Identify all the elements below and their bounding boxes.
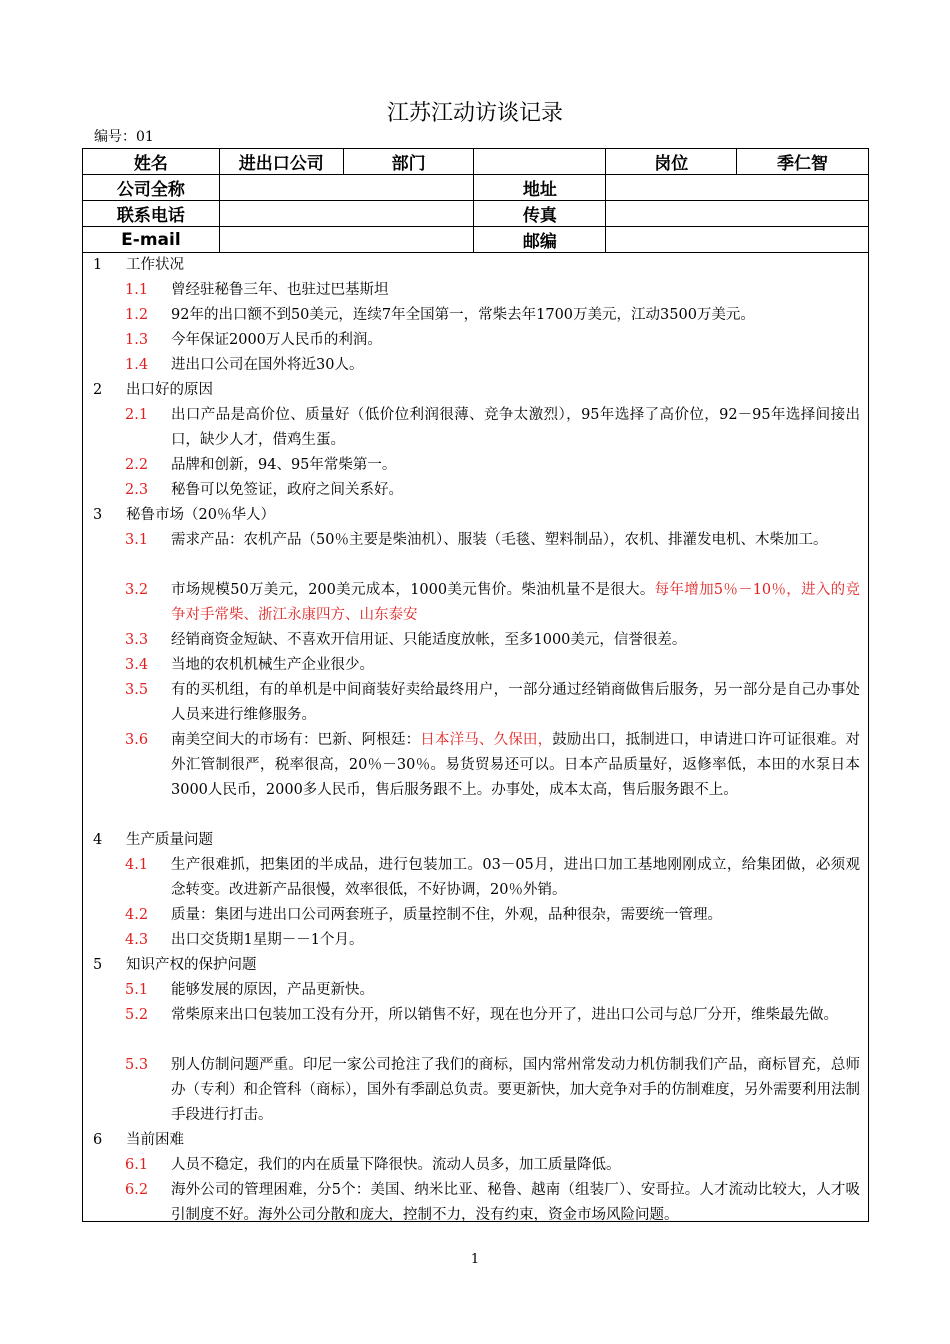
label-fax: 传真 (474, 201, 606, 227)
list-item: 6.1 人员不稳定，我们的内在质量下降很快。流动人员多，加工质量降低。 (125, 1157, 621, 1173)
value-address (606, 175, 869, 201)
document-title: 江苏江动访谈记录 (386, 101, 563, 126)
interview-content (82, 251, 869, 1222)
label-address: 地址 (474, 175, 606, 201)
section-heading: 6 当前困难 (93, 1132, 184, 1148)
label-position: 岗位 (606, 149, 737, 175)
list-item: 2.3 秘鲁可以免签证，政府之间关系好。 (125, 482, 403, 498)
value-company-full-name (219, 175, 474, 201)
info-table (82, 148, 869, 253)
list-item: 1.3 今年保证2000万人民币的利润。 (125, 332, 382, 348)
label-phone: 联系电话 (83, 201, 220, 227)
list-item: 3.3 经销商资金短缺、不喜欢开信用证、只能适度放帐，至多1000美元，信誉很差。 (125, 632, 687, 648)
list-item: 6.2 海外公司的管理困难，分5个：美国、纳米比亚、秘鲁、越南（组装厂）、安哥拉。人才流动比较大，人才吸引制度不好。海外公司分散和庞大，控制不力，没有约束，资金市场风险问题。 (125, 1182, 860, 1223)
list-item: 4.1 生产很难抓，把集团的半成品，进行包装加工。03－05月，进出口加工基地刚刚成立，给集团做，必须观念转变。改进新产品很慢，效率很低，不好协调，20％外销。 (125, 857, 860, 898)
info-row-email (83, 227, 869, 253)
section-heading: 1 工作状况 (93, 257, 184, 273)
section-heading: 3 秘鲁市场（20％华人） (93, 507, 275, 523)
value-position: 季仁智 (737, 149, 869, 175)
label-email: E-mail (83, 227, 220, 253)
page-number: 1 (470, 1252, 480, 1267)
list-item: 4.3 出口交货期1星期－－1个月。 (125, 932, 364, 948)
info-row-name (83, 149, 869, 175)
list-item: 1.4 进出口公司在国外将近30人。 (125, 357, 364, 373)
list-item: 1.2 92年的出口额不到50美元，连续7年全国第一，常柴去年1700万美元，江动3500万美元。 (125, 307, 755, 323)
value-department (474, 149, 606, 175)
list-item: 2.1 出口产品是高价位、质量好（低价位利润很薄、竞争太激烈），95年选择了高价位，92－95年选择间接出口，缺少人才，借鸡生蛋。 (125, 407, 860, 448)
value-postcode (606, 227, 869, 253)
info-row-phone (83, 201, 869, 227)
list-item: 2.2 品牌和创新，94、95年常柴第一。 (125, 457, 397, 473)
list-item: 5.1 能够发展的原因，产品更新快。 (125, 982, 374, 998)
list-item: 5.2 常柴原来出口包装加工没有分开，所以销售不好，现在也分开了，进出口公司与总厂分开，维柴最先做。 (125, 1007, 838, 1023)
value-fax (606, 201, 869, 227)
list-item: 3.4 当地的农机机械生产企业很少。 (125, 657, 374, 673)
label-company-full-name: 公司全称 (83, 175, 220, 201)
label-department: 部门 (343, 149, 474, 175)
section-heading: 4 生产质量问题 (93, 832, 213, 848)
list-item: 3.1 需求产品：农机产品（50％主要是柴油机）、服装（毛毯、塑料制品），农机、排灌发电机、木柴加工。 (125, 532, 828, 548)
document-number: 编号：01 (94, 129, 154, 145)
list-item: 1.1 曾经驻秘鲁三年、也驻过巴基斯坦 (125, 282, 389, 298)
list-item: 3.5 有的买机组，有的单机是中间商装好卖给最终用户，一部分通过经销商做售后服务，另一部分是自己办事处人员来进行维修服务。 (125, 682, 860, 723)
list-item: 3.2 市场规模50万美元，200美元成本，1000美元售价。柴油机量不是很大。每年增加5％－10％，进入的竞争对手常柴、浙江永康四方、山东泰安 (125, 582, 860, 623)
list-item: 5.3 别人仿制问题严重。印尼一家公司抢注了我们的商标，国内常州常发动力机仿制我们产品，商标冒充，总师办（专利）和企管科（商标），国外有季副总负责。要更新快，加大竞争对手的仿制难度，另外需要利用法制手段进行打击。 (125, 1057, 860, 1123)
list-item: 4.2 质量：集团与进出口公司两套班子，质量控制不住，外观，品种很杂，需要统一管理。 (125, 907, 722, 923)
value-name: 进出口公司 (219, 149, 343, 175)
label-postcode: 邮编 (474, 227, 606, 253)
value-email (219, 227, 474, 253)
section-heading: 2 出口好的原因 (93, 382, 213, 398)
section-heading: 5 知识产权的保护问题 (93, 957, 257, 973)
list-item: 3.6 南美空间大的市场有：巴新、阿根廷：日本洋马、久保田，鼓励出口，抵制进口，申请进口许可证很难。对外汇管制很严，税率很高，20％－30％。易货贸易还可以。日本产品质量好，返修率低，本田的水泵日本3000人民币，2000多人民币，售后服务跟不上。办事处，成本太高，售后服务跟不上。 (125, 732, 861, 798)
value-phone (219, 201, 474, 227)
info-row-company (83, 175, 869, 201)
label-name: 姓名 (83, 149, 220, 175)
